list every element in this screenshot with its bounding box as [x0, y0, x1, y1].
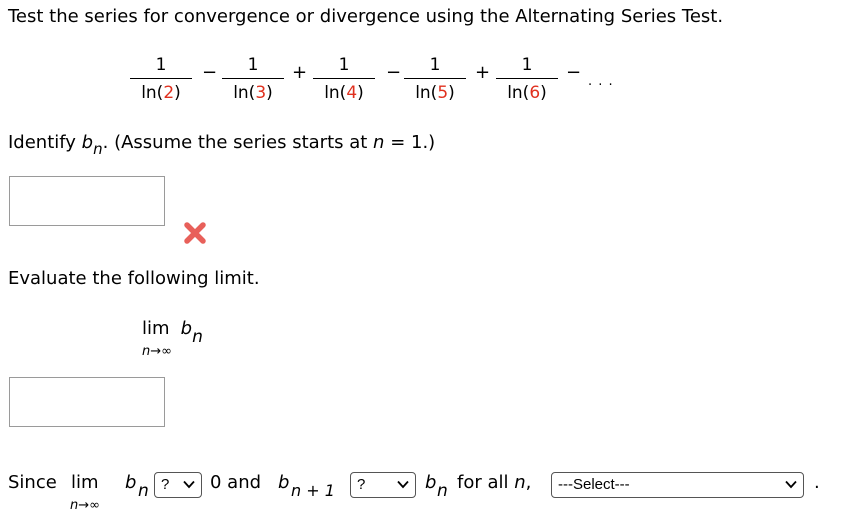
final-period: .	[814, 472, 820, 493]
conclusion-select[interactable]: ---Select---	[551, 472, 804, 498]
since-statement: Since lim n→∞ b n	[8, 472, 149, 513]
term-numerator: 1	[521, 55, 533, 75]
limit-prompt: Evaluate the following limit.	[8, 268, 260, 289]
chevron-down-icon	[183, 480, 195, 489]
question-text: Test the series for convergence or divergence using the Alternating Series Test.	[8, 6, 724, 27]
series-term-1	[130, 54, 192, 104]
term-denominator: ln(3)	[233, 83, 273, 103]
limit-expression: lim bn n→∞	[142, 318, 203, 359]
since-lim-subscript: n→∞	[70, 498, 100, 513]
series-operator: −	[386, 62, 402, 83]
limit-answer-input[interactable]	[9, 377, 165, 427]
term-numerator: 1	[338, 55, 350, 75]
identify-prompt: Identify $b_n$. (Assume the series starts at n = 1.)	[8, 132, 436, 158]
series-term-2	[222, 54, 284, 104]
comparison-select-1[interactable]: ?	[154, 472, 202, 498]
term-numerator: 1	[247, 55, 259, 75]
term-numerator: 1	[429, 55, 441, 75]
comparison-select-2[interactable]: ?	[350, 472, 416, 498]
since-lim: lim	[71, 472, 99, 493]
limit-subscript: n→∞	[142, 344, 172, 359]
chevron-down-icon	[785, 480, 797, 489]
series-term-4	[404, 54, 466, 104]
term-denominator: ln(6)	[507, 83, 547, 103]
term-denominator: ln(4)	[324, 83, 364, 103]
n-plus-1-subscript: n + 1	[291, 481, 335, 500]
series-ellipsis: . . .	[588, 74, 614, 89]
series-expression	[0, 0, 866, 120]
series-operator: −	[202, 62, 218, 83]
for-all-text: for all n,	[457, 472, 532, 493]
since-word: Since	[8, 472, 57, 493]
term-numerator: 1	[155, 55, 167, 75]
series-operator: +	[292, 62, 308, 83]
series-term-5	[496, 54, 558, 104]
x-mark-icon	[182, 220, 208, 246]
term-denominator: ln(2)	[141, 83, 181, 103]
series-operator: −	[566, 62, 582, 83]
series-term-3	[313, 54, 375, 104]
series-operator: +	[475, 62, 491, 83]
term-denominator: ln(5)	[415, 83, 455, 103]
chevron-down-icon	[397, 480, 409, 489]
bn-answer-input[interactable]	[9, 176, 165, 226]
zero-and-text: 0 and	[210, 472, 262, 493]
